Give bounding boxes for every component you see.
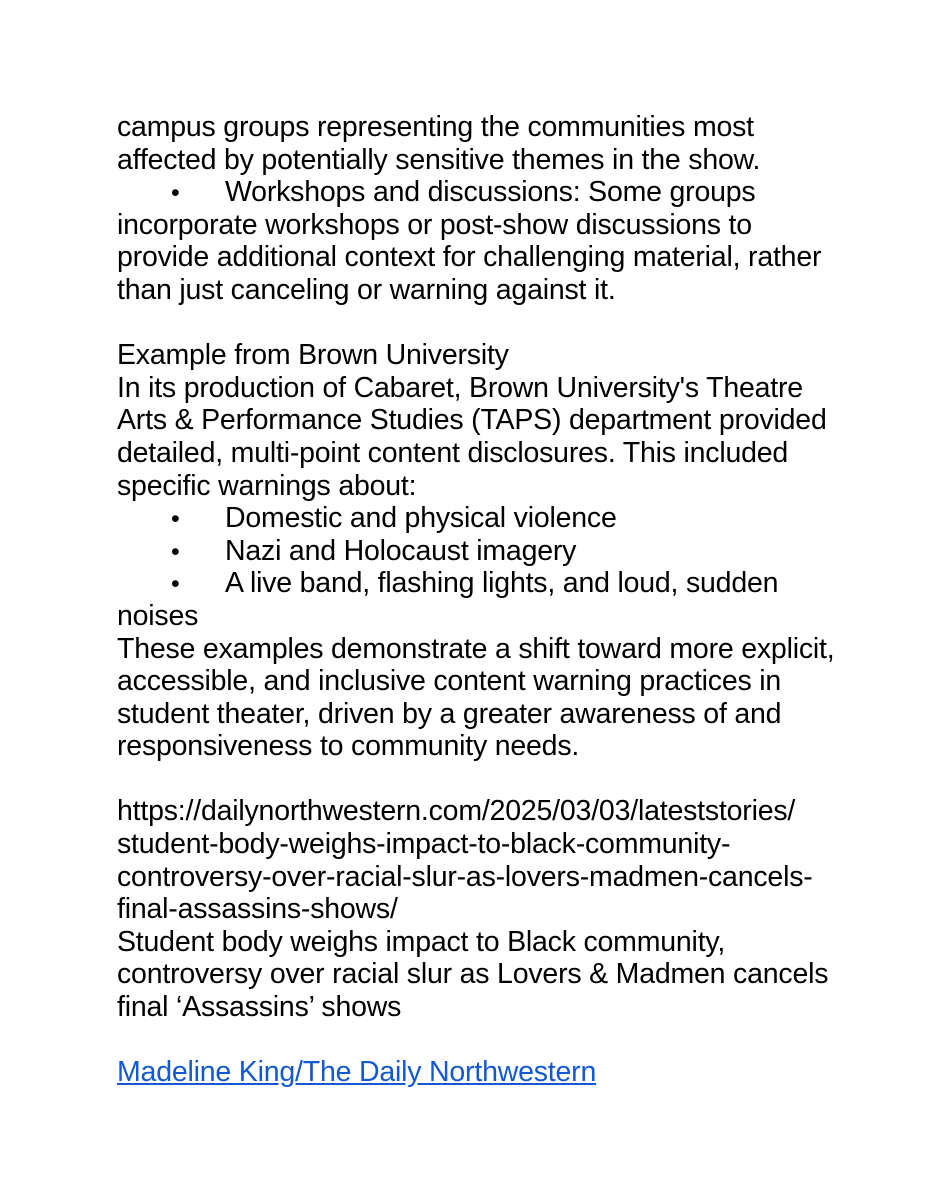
- text-line: affected by potentially sensitive themes in the show.: [117, 143, 761, 176]
- bullet-gutter: [117, 176, 225, 210]
- blank-line: [117, 763, 817, 796]
- bullet-list-item: [117, 502, 817, 535]
- article-url-line: student-body-weighs-impact-to-black-community-: [117, 828, 731, 861]
- article-title-line: Student body weighs impact to Black community,: [117, 925, 726, 958]
- photo-credit-line: [117, 1056, 817, 1089]
- text-line: student theater, driven by a greater awareness of and: [117, 697, 782, 730]
- bullet-item-text: Domestic and physical violence: [225, 502, 617, 535]
- text-line: These examples demonstrate a shift toward more explicit,: [117, 632, 835, 665]
- text-line: provide additional context for challenging material, rather: [117, 241, 822, 274]
- article-url-line: https://dailynorthwestern.com/2025/03/03/lateststories/: [117, 795, 796, 828]
- article-url-line: final-assassins-shows/: [117, 893, 398, 926]
- bullet-gutter: [117, 502, 225, 536]
- bullet-list-item: [117, 176, 817, 209]
- bullet-icon: •: [171, 570, 180, 599]
- bullet-gutter: [117, 535, 225, 569]
- blank-line: [117, 307, 817, 340]
- bullet-item-text: Workshops and discussions: Some groups: [225, 176, 756, 209]
- text-line: accessible, and inclusive content warning practices in: [117, 665, 782, 698]
- article-url-line: controversy-over-racial-slur-as-lovers-madmen-cancels-: [117, 860, 813, 893]
- bullet-icon: •: [171, 537, 180, 566]
- text-line: In its production of Cabaret, Brown University's Theatre: [117, 371, 803, 404]
- section-heading: Example from Brown University: [117, 339, 509, 372]
- document-page: [117, 111, 835, 1089]
- bullet-item-text: Nazi and Holocaust imagery: [225, 534, 577, 567]
- text-line: campus groups representing the communities most: [117, 111, 754, 143]
- bullet-item-text: A live band, flashing lights, and loud, sudden: [225, 567, 779, 600]
- text-line: responsiveness to community needs.: [117, 730, 580, 763]
- bullet-list-item: [117, 567, 817, 600]
- bullet-gutter: [117, 567, 225, 601]
- text-line: noises: [117, 599, 199, 632]
- text-line: than just canceling or warning against it.: [117, 273, 616, 306]
- article-title-line: final ‘Assassins’ shows: [117, 991, 402, 1024]
- photo-credit-link[interactable]: Madeline King/The Daily Northwestern: [117, 1056, 597, 1089]
- article-title-line: controversy over racial slur as Lovers & Madmen cancels: [117, 958, 829, 991]
- bullet-icon: •: [171, 179, 180, 208]
- text-line: detailed, multi-point content disclosures. This included: [117, 436, 789, 469]
- text-line: incorporate workshops or post-show discussions to: [117, 208, 752, 241]
- text-line: Arts & Performance Studies (TAPS) department provided: [117, 404, 827, 437]
- blank-line: [117, 1024, 817, 1057]
- bullet-list-item: [117, 535, 817, 568]
- text-line: specific warnings about:: [117, 469, 417, 502]
- bullet-icon: •: [171, 505, 180, 534]
